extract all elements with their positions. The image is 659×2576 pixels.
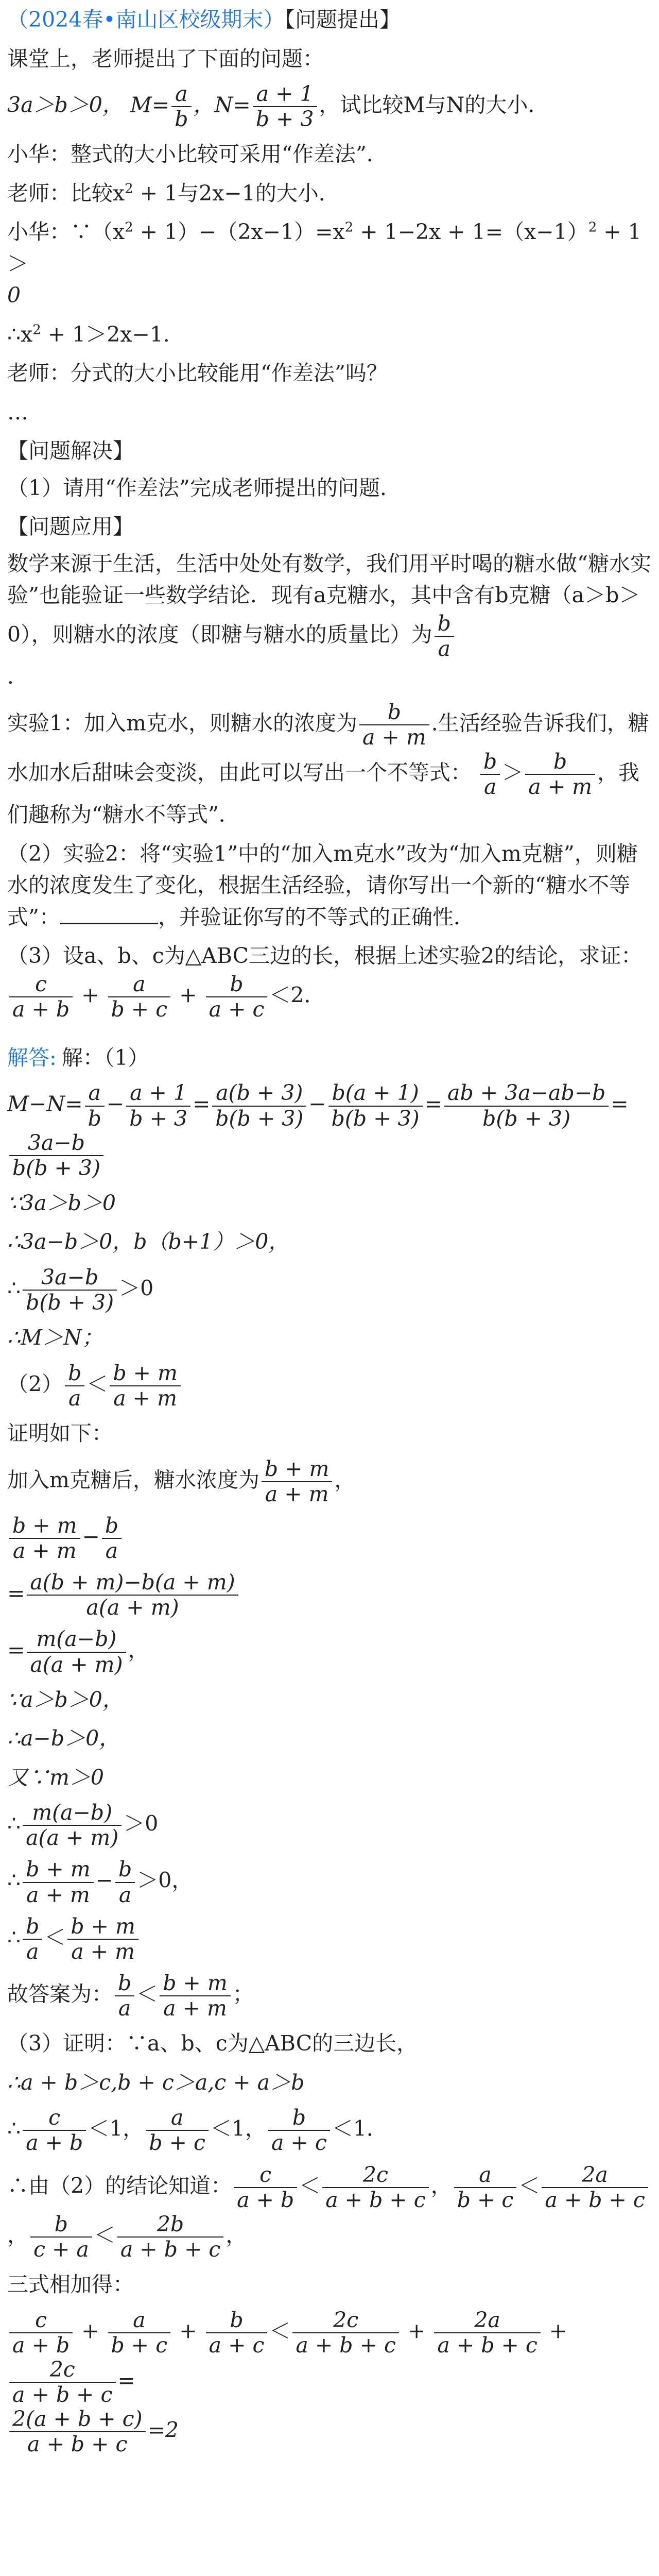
source-tag: （2024春•南山区校级期末）: [7, 7, 285, 32]
fraction: $\frac{b}{a + m}$: [359, 700, 429, 750]
math-line: ∴a−b＞0，: [7, 1726, 120, 1751]
math-line: ∵3a＞b＞0: [7, 1190, 116, 1215]
fraction: $\frac{b}{a + m}$: [525, 750, 595, 799]
math-line: ∴ $\frac{b}{a}$ ＜ $\frac{b + m}{a + m}$: [7, 1914, 652, 1964]
dialogue-line: 老师：分式的大小比较能用“作差法”吗？: [7, 361, 388, 386]
dialogue-line: 小华：整式的大小比较可采用“作差法”．: [7, 142, 388, 167]
dialogue-line: 老师：比较$x^2 + 1$与2x−1的大小．: [7, 180, 340, 206]
math-line: ∴a + b＞c,b + c＞a,c + a＞b: [7, 2070, 305, 2095]
math-line: 又∵m＞0: [7, 1765, 104, 1790]
answer-start: 解答: 解：（1）: [7, 1045, 149, 1070]
math-line: $\frac{c}{a + b}$ + $\frac{a}{b + c}$ + $\frac{b}{a + c}$ ＜ $\frac{2c}{a + b + c}$ + $\frac{2a}{a + b + c}$ + $\frac{2c}{a + b + c}$ = $\frac{2(a + b + c)}{a + b + c}$ =2: [7, 2308, 652, 2457]
conclusion-line: $\therefore x^2 + 1>2x-1$．: [7, 321, 184, 347]
math-line: ∴ $\frac{3a-b}{b(b + 3)}$ ＞0: [7, 1264, 154, 1315]
section-heading: 【问题解决】: [7, 438, 134, 464]
text-line: 三式相加得：: [7, 2272, 134, 2297]
fraction: $\frac{b}{a}$: [435, 612, 454, 661]
fraction: $\frac{a}{b}$: [171, 82, 191, 131]
application-paragraph: 数学来源于生活，生活中处处有数学，我们用平时喝的糖水做“糖水实验”也能验证一些数学结论．现有a克糖水，其中含有b克糖（a＞b＞0），则糖水的浓度（即糖与糖水的质量比）为 $\frac{b}{a}$ ．: [7, 551, 651, 689]
math-line: ∴由（2）的结论知道： $\frac{c}{a + b}$ ＜ $\frac{2c}{a + b + c}$ ， $\frac{a}{b + c}$ ＜ $\frac{2a}{a + b + c}$ ， $\frac{b}{c + a}$ ＜ $\frac{2b}{a + b + c}$ ，: [7, 2163, 652, 2262]
math-line: ∴ $\frac{b + m}{a + m}$ − $\frac{b}{a}$ ＞0，: [7, 1857, 193, 1907]
fraction: $\frac{a}{b + c}$: [108, 972, 171, 1022]
answer-label: 解答:: [7, 1045, 57, 1070]
math-line: ∴ $\frac{c}{a + b}$ ＜1， $\frac{a}{b + c}$ ＜1， $\frac{b}{a + c}$ ＜1．: [7, 2105, 388, 2156]
math-line: ∴M＞N；: [7, 1325, 103, 1350]
math-line: （2） $\frac{b}{a}$ ＜ $\frac{b + m}{a + m}$: [7, 1361, 652, 1411]
math-line: ∴3a−b＞0，b（b+1）＞0，: [7, 1229, 290, 1255]
math-line: $\frac{b + m}{a + m}$ − $\frac{b}{a}$: [7, 1514, 652, 1563]
math-line: ∵a＞b＞0，: [7, 1687, 124, 1712]
section-heading: 【问题应用】: [7, 514, 134, 539]
intro-line: 课堂上，老师提出了下面的问题：: [7, 46, 324, 71]
math-line: = $\frac{m(a-b)}{a(a + m)}$ ，: [7, 1626, 149, 1677]
answer-blank: [60, 923, 158, 924]
math-line: 加入m克糖后，糖水浓度为 $\frac{b + m}{a + m}$ ，: [7, 1456, 356, 1506]
fraction: $\frac{b}{a + c}$: [206, 972, 268, 1022]
ellipsis: …: [7, 399, 28, 425]
given-line: 3a＞b＞0， M= $\frac{a}{b}$ ，N= $\frac{a + 1}{b + 3}$ ，试比较M与N的大小．: [7, 81, 549, 132]
question-3: （3）设a、b、c为△ABC三边的长，根据上述实验2的结论，求证： $\frac{c}{a + b}$ + $\frac{a}{b + c}$ + $\frac{b}{a + c}$ ＜2．: [7, 943, 643, 1022]
fraction: $\frac{c}{a + b}$: [9, 972, 73, 1022]
fraction: $\frac{a + 1}{b + 3}$: [253, 82, 317, 131]
experiment-1: 实验1：加入m克水，则糖水的浓度为 $\frac{b}{a + m}$ .生活经验告诉我们，糖水加水后甜味会变淡，由此可以写出一个不等式： $\frac{b}{a}$ ＞ $\frac{b}{a + m}$ ，我们趣称为“糖水不等式”．: [7, 699, 649, 827]
problem-header: [7, 4, 652, 36]
math-line: M−N= $\frac{a}{b}$ − $\frac{a + 1}{b + 3}$ = $\frac{a(b + 3)}{b(b + 3)}$ − $\frac{b(a + 1)}{b(b + 3)}$ = $\frac{ab + 3a-ab-b}{b(b + 3)}$ = $\frac{3a-b}{b(b + 3)}$: [7, 1080, 629, 1180]
fraction: $\frac{b}{a}$: [480, 750, 500, 799]
dialogue-line: 小华：$\because(x^2 + 1)-(2x-1)=x^2 + 1-2x + 1=(x-1)^2 + 1>$ 0: [7, 219, 641, 308]
text-line: （3）证明：∵a、b、c为△ABC的三边长，: [7, 2031, 418, 2056]
text-line: 证明如下：: [7, 1421, 113, 1446]
section-tag: 【问题提出】: [284, 7, 401, 32]
answer-line: 故答案为： $\frac{b}{a}$ ＜ $\frac{b + m}{a + m}$ ；: [7, 1971, 254, 2021]
math-line: = $\frac{a(b + m)-b(a + m)}{a(a + m)}$: [7, 1570, 652, 1620]
math-line: ∴ $\frac{m(a-b)}{a(a + m)}$ ＞0: [7, 1800, 159, 1851]
question-2: （2）实验2：将“实验1”中的“加入m克水”改为“加入m克糖”，则糖水的浓度发生了变化，根据生活经验，请你写出一个新的“糖水不等式”： ，并验证你写的不等式的正确性．: [7, 841, 638, 929]
question-1: （1）请用“作差法”完成老师提出的问题．: [7, 475, 402, 500]
